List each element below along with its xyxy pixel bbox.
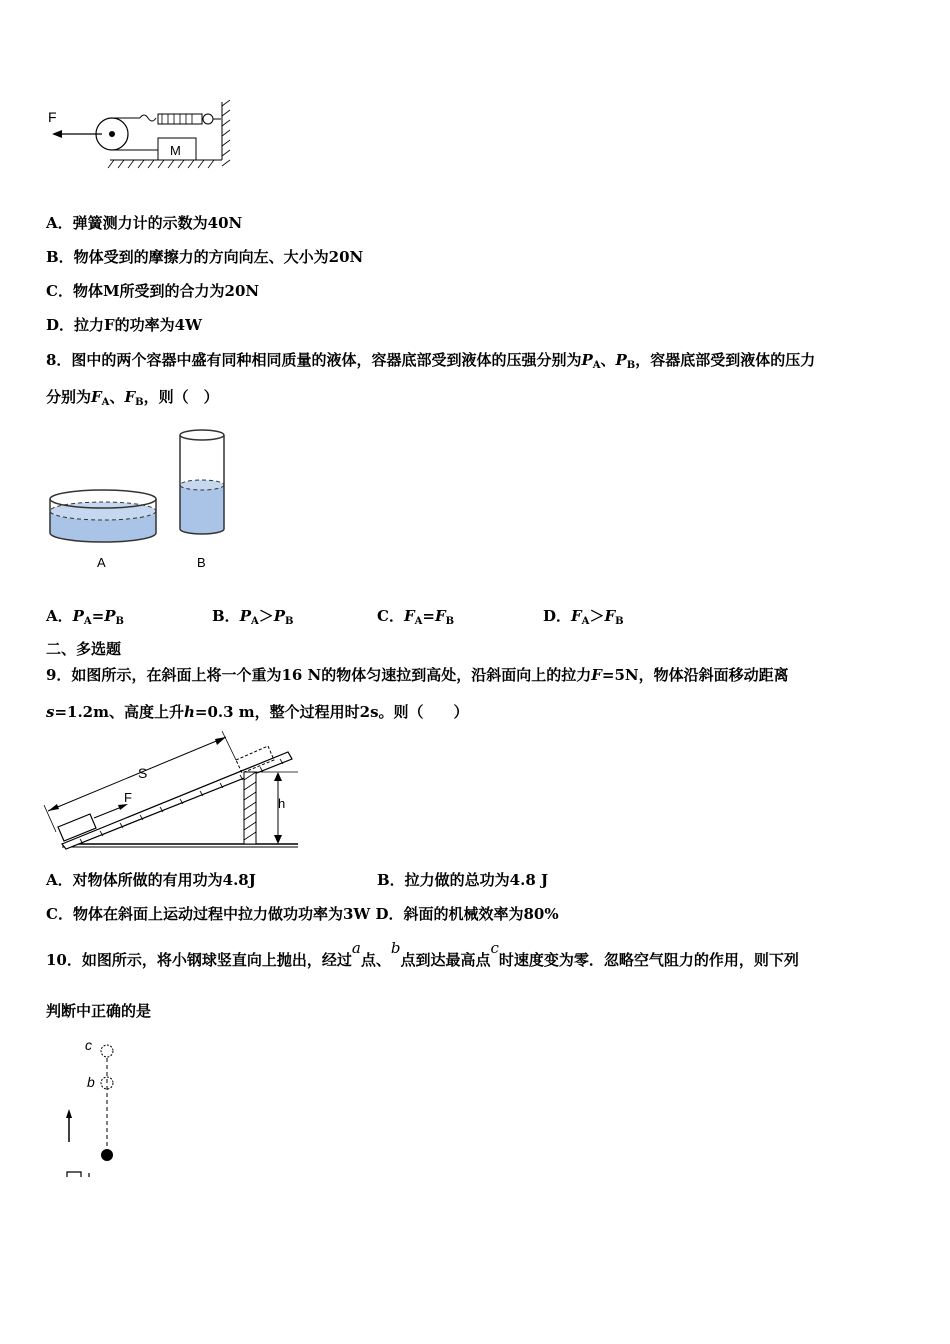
q9-option-cd: C．物体在斜面上运动过程中拉力做功功率为3W D．斜面的机械效率为80% xyxy=(46,905,559,923)
height-arrowhead-bottom xyxy=(274,835,282,844)
containers-figure xyxy=(45,425,245,575)
q9-line1: 9．如图所示，在斜面上将一个重为16 N的物体匀速拉到高处，沿斜面向上的拉力F=5N，物体沿斜面移动距离 xyxy=(46,666,789,684)
distance-s-line xyxy=(48,737,226,811)
container-a-label: A xyxy=(97,555,106,570)
q7-option-d: D．拉力F的功率为4W xyxy=(46,316,202,334)
force-arrowhead xyxy=(52,130,62,138)
distance-s-arrowhead-end xyxy=(215,737,226,745)
force-label: F xyxy=(48,109,57,125)
q7-option-b: B．物体受到的摩擦力的方向向左、大小为20N xyxy=(46,248,364,266)
q9-line2: s=1.2m、高度上升h=0.3 m，整个过程用时2s。则（ ） xyxy=(46,703,469,721)
q8-option-a: A．$P_A=P_B$ xyxy=(46,607,124,627)
distance-s-label: S xyxy=(138,765,148,781)
scale-ring xyxy=(203,114,213,124)
pulley-spring-figure xyxy=(40,100,240,180)
thrown-ball-figure xyxy=(55,1032,135,1180)
caption-fragment xyxy=(67,1172,89,1177)
height-label: h xyxy=(278,796,286,811)
q10-line2: 判断中正确的是 xyxy=(46,1002,152,1020)
q8-option-d: D．$F_A>F_B$ xyxy=(543,607,624,627)
pulley-axle xyxy=(109,131,115,137)
spring-coil xyxy=(162,114,192,124)
s-ext-right xyxy=(222,731,236,760)
container-b-rim xyxy=(180,430,224,440)
wall-hatching xyxy=(222,100,230,166)
q8-option-c: C．$F_A=F_B$ xyxy=(377,607,455,627)
container-b-label: B xyxy=(197,555,206,570)
ground-hatching xyxy=(108,160,214,168)
q8-line1: 8．图中的两个容器中盛有同种相同质量的液体，容器底部受到液体的压强分别为$P_A$、$P_B$，容器底部受到液体的压力 xyxy=(46,351,816,371)
steel-ball xyxy=(101,1149,113,1161)
q7-option-c: C．物体M所受到的合力为20N xyxy=(46,282,260,300)
q8-line2: 分别为$F_A$、$F_B$，则（ ） xyxy=(46,388,219,408)
q9-option-a: A．对物体所做的有用功为4.8J xyxy=(46,871,256,889)
point-c-label: c xyxy=(85,1037,92,1053)
section-title-multi-choice: 二、多选题 xyxy=(46,640,122,658)
force-f-label: F xyxy=(124,790,132,805)
q10-line1: 10．如图所示，将小钢球竖直向上抛出，经过a点、b点到达最高点c时速度变为零．忽略空气阻力的作用，则下列 xyxy=(46,939,799,969)
q9-option-b: B．拉力做的总功为4.8 J xyxy=(377,871,549,889)
incline-figure xyxy=(40,728,305,853)
upward-arrowhead xyxy=(66,1109,72,1118)
q7-option-a: A．弹簧测力计的示数为40N xyxy=(46,214,243,232)
block-label: M xyxy=(170,143,181,158)
spring-hook xyxy=(140,115,156,121)
container-b-liquid xyxy=(180,485,224,534)
point-b-label: b xyxy=(87,1074,95,1090)
height-arrowhead-top xyxy=(274,772,282,781)
distance-s-arrowhead-start xyxy=(48,804,59,811)
point-c-ball xyxy=(101,1045,113,1057)
container-b-liquid-surface xyxy=(180,480,224,490)
q8-option-b: B．$P_A>P_B$ xyxy=(212,607,294,627)
